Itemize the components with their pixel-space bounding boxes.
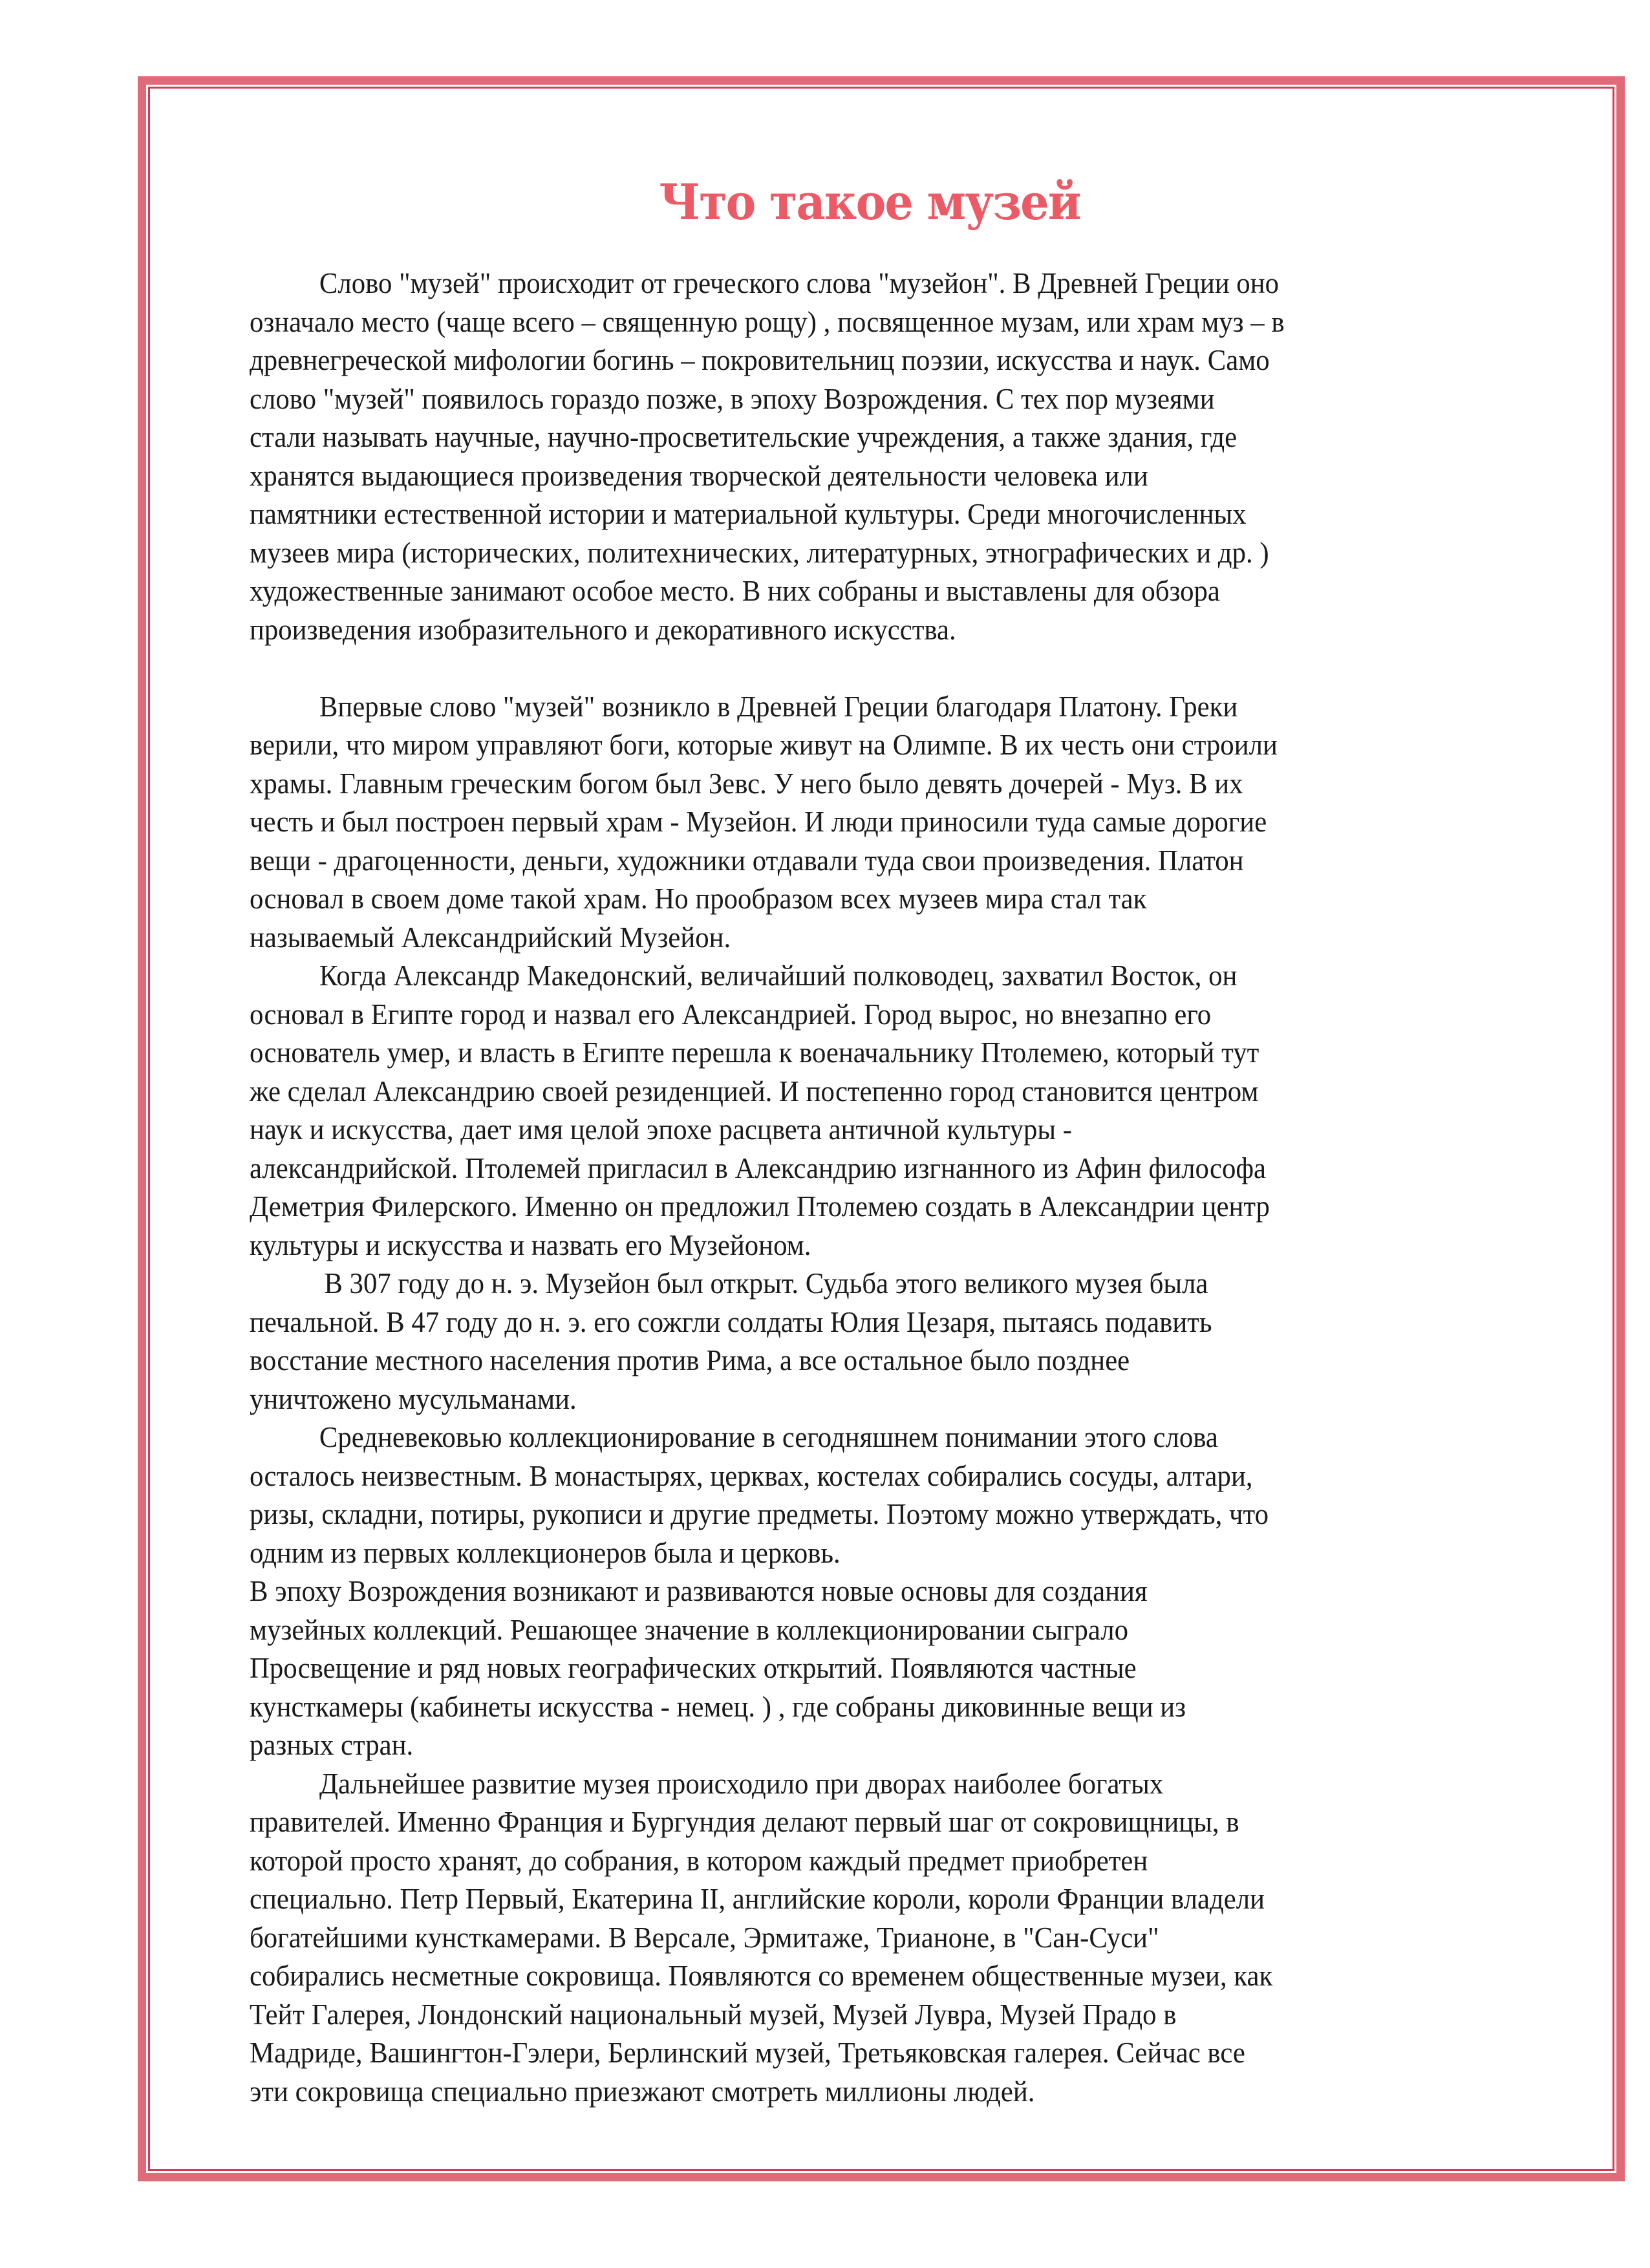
text-line: Слово "музей" происходит от греческого слова "музейон". В Древней Греции оно [319,266,1279,299]
paragraph-gap [250,648,1517,687]
document-body [250,264,1517,2110]
paragraph [250,1572,1517,1764]
text-line: музеев мира (исторических, политехнических, литературных, этнографических и др. ) [250,535,1269,569]
text-line: древнегреческой мифологии богинь – покровительниц поэзии, искусства и наук. Само [250,343,1270,376]
paragraph [250,1764,1517,2111]
paragraph [250,1264,1517,1418]
text-line: уничтожено мусульманами. [250,1382,577,1415]
text-line: художественные занимают особое место. В них собраны и выставлены для обзора [250,574,1220,607]
text-line: александрийской. Птолемей пригласил в Александрию изгнанного из Афин философа [250,1151,1267,1184]
text-line: которой просто хранят, до собрания, в котором каждый предмет приобретен [250,1843,1148,1877]
text-line: храмы. Главным греческим богом был Зевс. У него было девять дочерей - Муз. В их [250,766,1243,800]
text-line: собирались несметные сокровища. Появляются со временем общественные музеи, как [250,1959,1273,1992]
text-line: произведения изобразительного и декоративного искусства. [250,612,956,646]
text-line: печальной. В 47 году до н. э. его сожгли солдаты Юлия Цезаря, пытаясь подавить [250,1305,1212,1338]
text-line: Средневековью коллекционирование в сегодняшнем понимании этого слова [319,1420,1218,1453]
text-line: наук и искусства, дает имя целой эпохе расцвета античной культуры - [250,1113,1073,1146]
paragraph [250,956,1517,1264]
document-title: Что такое музей [659,173,1080,231]
text-line: основал в своем доме такой храм. Но прообразом всех музеев мира стал так [250,882,1147,915]
text-line: памятники естественной истории и материальной культуры. Среди многочисленных [250,497,1247,530]
paragraph [250,264,1517,648]
text-line: честь и был построен первый храм - Музейон. И люди приносили туда самые дорогие [250,805,1267,838]
text-line: культуры и искусства и назвать его Музейоном. [250,1228,811,1261]
text-line: стали называть научные, научно-просветительские учреждения, а также здания, где [250,420,1238,453]
text-line: разных стран. [250,1728,414,1761]
text-line: В эпоху Возрождения возникают и развиваются новые основы для создания [250,1574,1148,1607]
text-line: Дальнейшее развитие музея происходило при дворах наиболее богатых [319,1766,1164,1800]
text-line: Когда Александр Македонский, величайший полководец, захватил Восток, он [319,959,1238,992]
text-line: ризы, складни, потиры, рукописи и другие предметы. Поэтому можно утверждать, что [250,1497,1269,1530]
text-line: музейных коллекций. Решающее значение в коллекционировании сыграло [250,1612,1129,1646]
text-line: хранятся выдающиеся произведения творческой деятельности человека или [250,458,1148,492]
text-line: верили, что миром управляют боги, которые живут на Олимпе. В их честь они строили [250,728,1278,761]
text-line: В 307 году до н. э. Музейон был открыт. Судьба этого великого музея была [324,1267,1208,1300]
text-line: восстание местного населения против Рима, а все остальное было позднее [250,1343,1130,1376]
text-line: Тейт Галерея, Лондонский национальный музей, Музей Лувра, Музей Прадо в [250,1997,1177,2031]
text-line: Деметрия Филерского. Именно он предложил Птолемею создать в Александрии центр [250,1190,1270,1223]
text-line: Просвещение и ряд новых географических открытий. Появляются частные [250,1651,1137,1684]
text-line: осталось неизвестным. В монастырях, церквах, костелах собирались сосуды, алтари, [250,1459,1253,1492]
text-line: богатейшими кунсткамерами. В Версале, Эрмитаже, Трианоне, в "Сан-Суси" [250,1920,1159,1954]
text-line: Впервые слово "музей" возникло в Древней Греции благодаря Платону. Греки [319,689,1238,723]
text-line: вещи - драгоценности, деньги, художники отдавали туда свои произведения. Платон [250,843,1244,877]
text-line: специально. Петр Первый, Екатерина II, английские короли, короли Франции владели [250,1882,1265,1915]
paragraph [250,687,1517,957]
text-line: слово "музей" появилось гораздо позже, в эпоху Возрождения. С тех пор музеями [250,381,1215,415]
text-line: основатель умер, и власть в Египте перешла к военачальнику Птолемею, который тут [250,1036,1259,1069]
paragraph [250,1418,1517,1572]
text-line: же сделал Александрию своей резиденцией. И постепенно город становится центром [250,1074,1259,1107]
text-line: означало место (чаще всего – священную рощу) , посвященное музам, или храм муз – в [250,305,1285,338]
text-line: называемый Александрийский Музейон. [250,920,731,954]
text-line: одним из первых коллекционеров была и церковь. [250,1535,841,1569]
text-line: кунсткамеры (кабинеты искусства - немец. ) , где собраны диковинные вещи из [250,1689,1186,1723]
text-line: основал в Египте город и назвал его Александрией. Город вырос, но внезапно его [250,997,1212,1031]
text-line: Мадриде, Вашингтон-Гэлери, Берлинский музей, Третьяковская галерея. Сейчас все [250,2036,1245,2069]
text-line: эти сокровища специально приезжают смотреть миллионы людей. [250,2074,1035,2108]
text-line: правителей. Именно Франция и Бургундия делают первый шаг от сокровищницы, в [250,1805,1239,1838]
